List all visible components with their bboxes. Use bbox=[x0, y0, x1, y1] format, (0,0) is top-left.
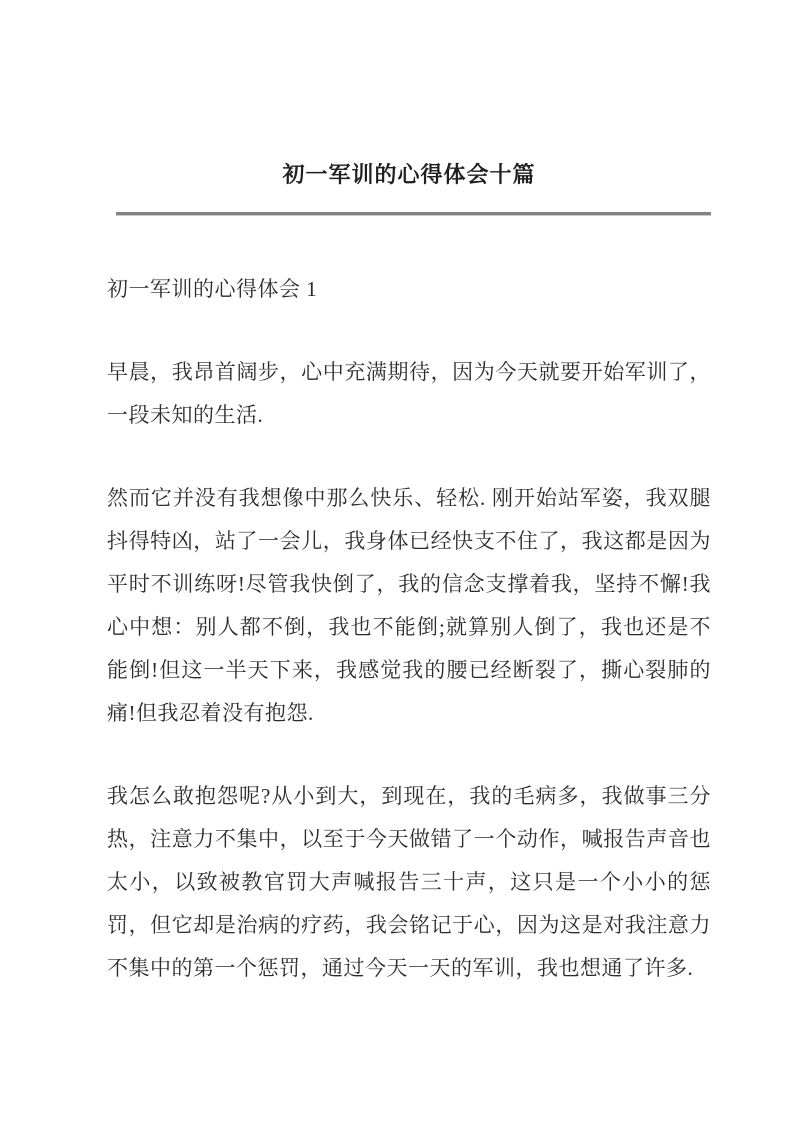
title-divider-rule bbox=[116, 212, 711, 216]
document-title: 初一军训的心得体会十篇 bbox=[282, 162, 536, 187]
section-heading: 初一军训的心得体会 1 bbox=[107, 277, 318, 301]
paragraph-3: 我怎么敢抱怨呢?从小到大，到现在，我的毛病多，我做事三分热，注意力不集中，以至于今天做错了一个动作，喊报告声音也太小，以致被教官罚大声喊报告三十声，这只是一个小小的惩罚，但它却是治病的疗药，我会铭记于心，因为这是对我注意力不集中的第一个惩罚，通过今天一天的军训，我也想通了许多. bbox=[107, 784, 711, 980]
document-body bbox=[107, 268, 711, 990]
paragraph-1: 早晨，我昂首阔步，心中充满期待，因为今天就要开始军训了，一段未知的生活. bbox=[107, 360, 711, 427]
paragraph-2: 然而它并没有我想像中那么快乐、轻松. 刚开始站军姿，我双腿抖得特凶，站了一会儿，我身体已经快支不住了，我这都是因为平时不训练呀!尽管我快倒了，我的信念支撑着我，坚持不懈!我心中想：别人都不倒，我也不能倒;就算别人倒了，我也还是不能倒!但这一半天下来，我感觉我的腰已经断裂了，撕心裂肺的痛!但我忍着没有抱怨. bbox=[107, 486, 711, 725]
